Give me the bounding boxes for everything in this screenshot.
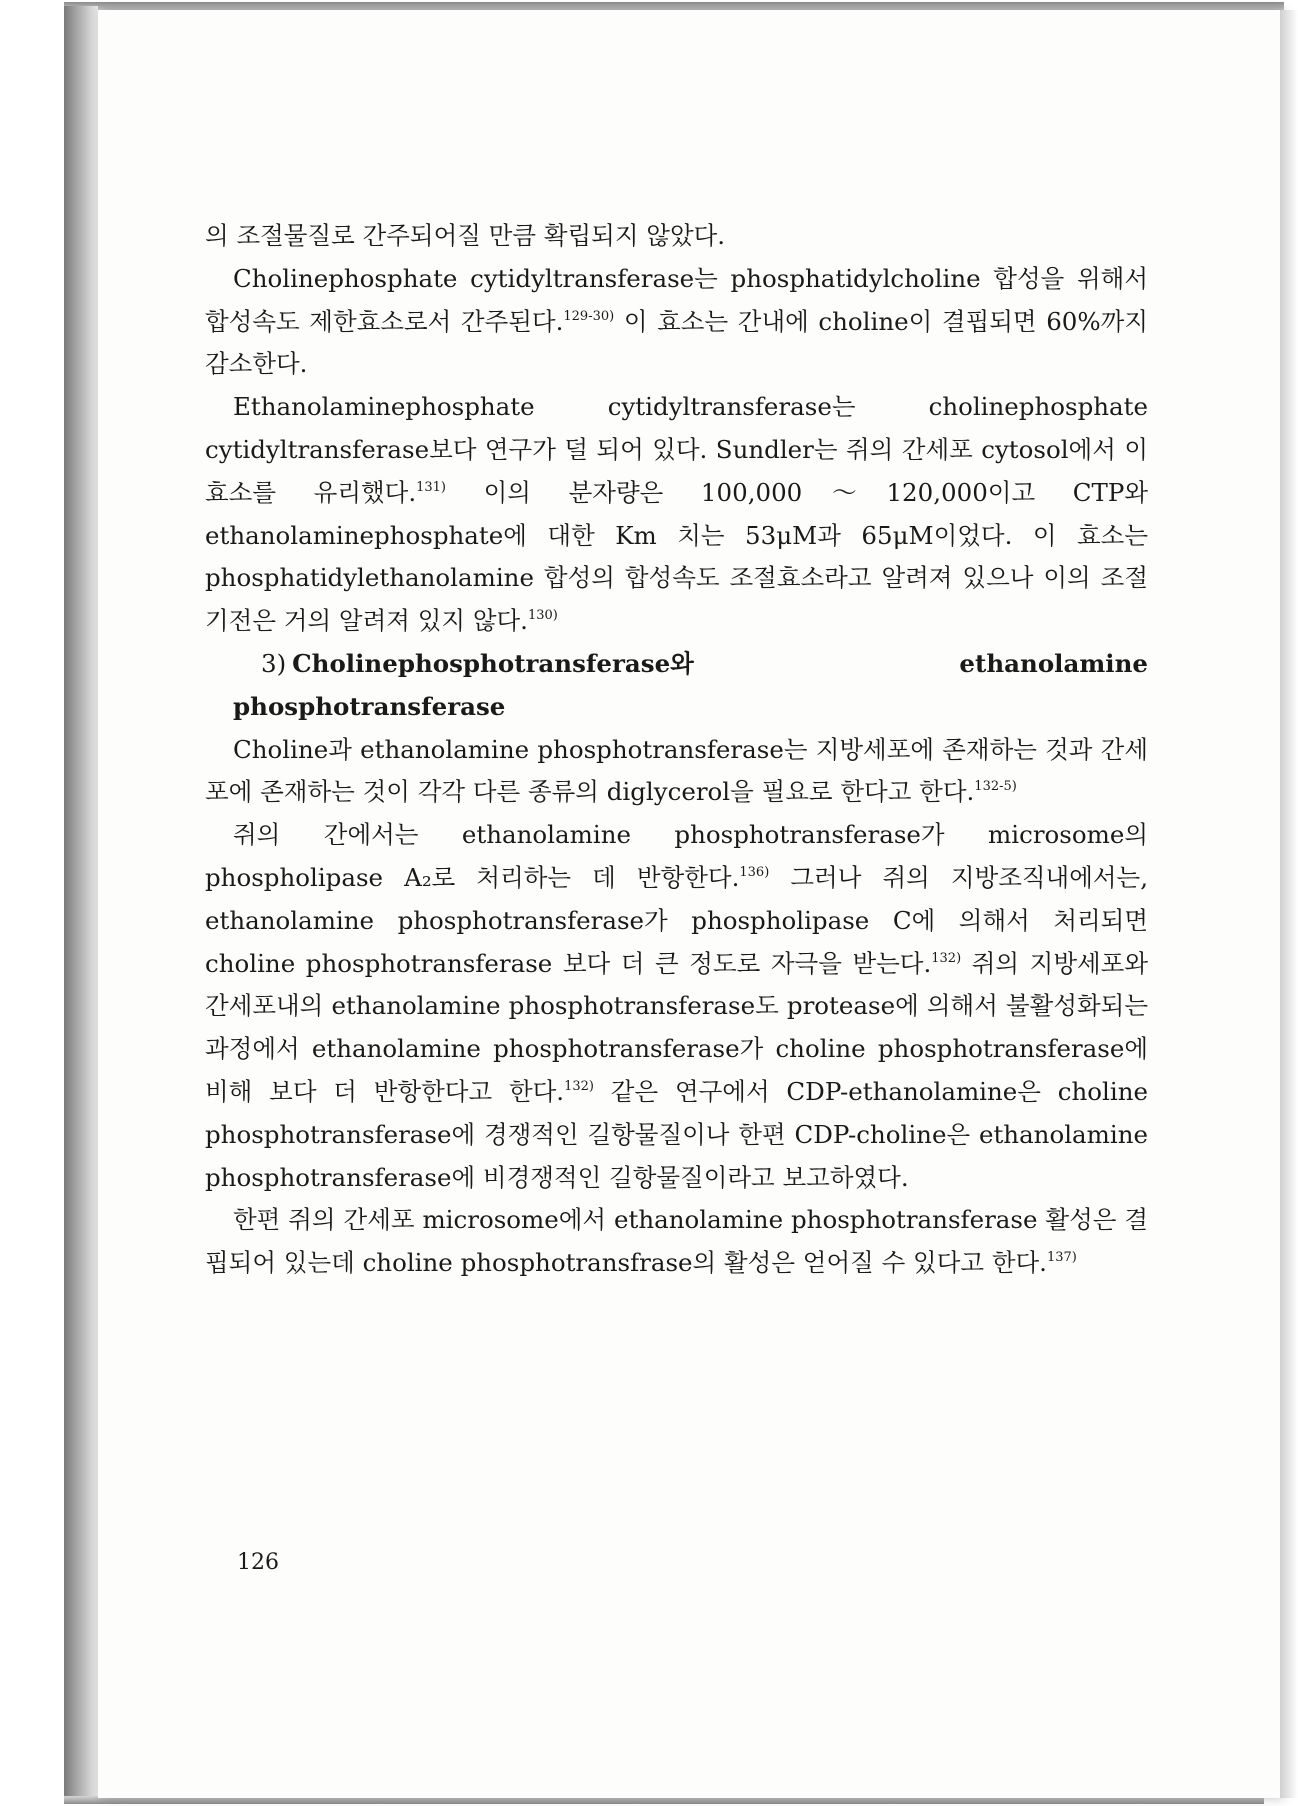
citation-129-30: 129-30)	[563, 308, 615, 324]
citation-132-5: 132-5)	[974, 779, 1017, 795]
section-title: Cholinephosphotransferase와 ethanolamine phosphotransferase	[233, 648, 1148, 721]
page-number: 126	[237, 1550, 279, 1575]
paragraph-2-text: Cholinephosphate cytidyltransferase는 phosphatidylcholine 합성을 위해서 합성속도 제한효소로서 간주된다.	[205, 263, 1148, 336]
citation-137: 137)	[1046, 1250, 1077, 1266]
paragraph-1-text: 의 조절물질로 간주되어질 만큼 확립되지 않았다.	[205, 221, 726, 250]
paragraph-5-tail-2: 쥐의 지방세포와 간세포내의 ethanolamine phosphotransferase도 protease에 의해서 불활성화되는 과정에서 ethanolamine phosphotransferase가 choline phosphotransferase에 비해 보다 더 반항한다고 한다.	[205, 948, 1148, 1106]
citation-130: 130)	[527, 608, 558, 624]
paragraph-5-text: 쥐의 간에서는 ethanolamine phosphotransferase가 microsome의 phospholipase A₂로 처리하는 데 반항한다.	[205, 820, 1148, 892]
book-spine-edge	[64, 6, 98, 1804]
citation-136: 136)	[739, 864, 770, 880]
paragraph-2	[205, 258, 1148, 386]
paragraph-6	[205, 1199, 1148, 1285]
citation-132-b: 132)	[564, 1078, 594, 1094]
paragraph-4	[205, 729, 1148, 815]
paragraph-5-tail-3: 같은 연구에서 CDP-ethanolamine은 choline phosphotransferase에 경쟁적인 길항물질이나 한편 CDP-choline은 ethanolamine phosphotransferase에 비경쟁적인 길항물질이라고 보고하였다.	[205, 1076, 1148, 1192]
paragraph-3-tail: 이의 분자량은 100,000～120,000이고 CTP와 ethanolaminephosphate에 대한 Km 치는 53μM과 65μM이었다. 이 효소는 phosphatidylethanolamine 합성의 합성속도 조절효소라고 알려져 있으나 이의 조절기전은 거의 알려져 있지 않다.	[205, 477, 1148, 636]
paragraph-1	[205, 215, 1148, 258]
page-right-shadow	[1280, 10, 1298, 1798]
section-heading	[205, 643, 1148, 729]
paragraph-6-text: 한편 쥐의 간세포 microsome에서 ethanolamine phosphotransferase 활성은 결핍되어 있는데 choline phosphotransfrase의 활성은 얻어질 수 있다고 한다.	[205, 1205, 1148, 1278]
page-body	[205, 215, 1148, 1285]
section-number: 3)	[261, 648, 287, 678]
paragraph-2-tail: 이 효소는 간내에 choline이 결핍되면 60%까지 감소한다.	[205, 306, 1148, 379]
paragraph-5-tail: 그러나 쥐의 지방조직내에서는, ethanolamine phosphotransferase가 phospholipase C에 의해서 처리되면 choline phosphotransferase 보다 더 큰 정도로 자극을 받는다.	[205, 862, 1148, 978]
paragraph-5	[205, 814, 1148, 1199]
paragraph-3-text: Ethanolaminephosphate cytidyltransferase는 cholinephosphate cytidyltransferase보다 연구가 덜 되어 있다. Sundler는 쥐의 간세포 cytosol에서 이 효소를 유리했다.	[205, 392, 1148, 507]
paragraph-4-text: Choline과 ethanolamine phosphotransferase는 지방세포에 존재하는 것과 간세포에 존재하는 것이 각각 다른 종류의 diglycerol을 필요로 한다고 한다.	[205, 734, 1148, 807]
paragraph-3	[205, 386, 1148, 643]
citation-132-a: 132)	[931, 950, 962, 966]
citation-131: 131)	[416, 479, 446, 495]
